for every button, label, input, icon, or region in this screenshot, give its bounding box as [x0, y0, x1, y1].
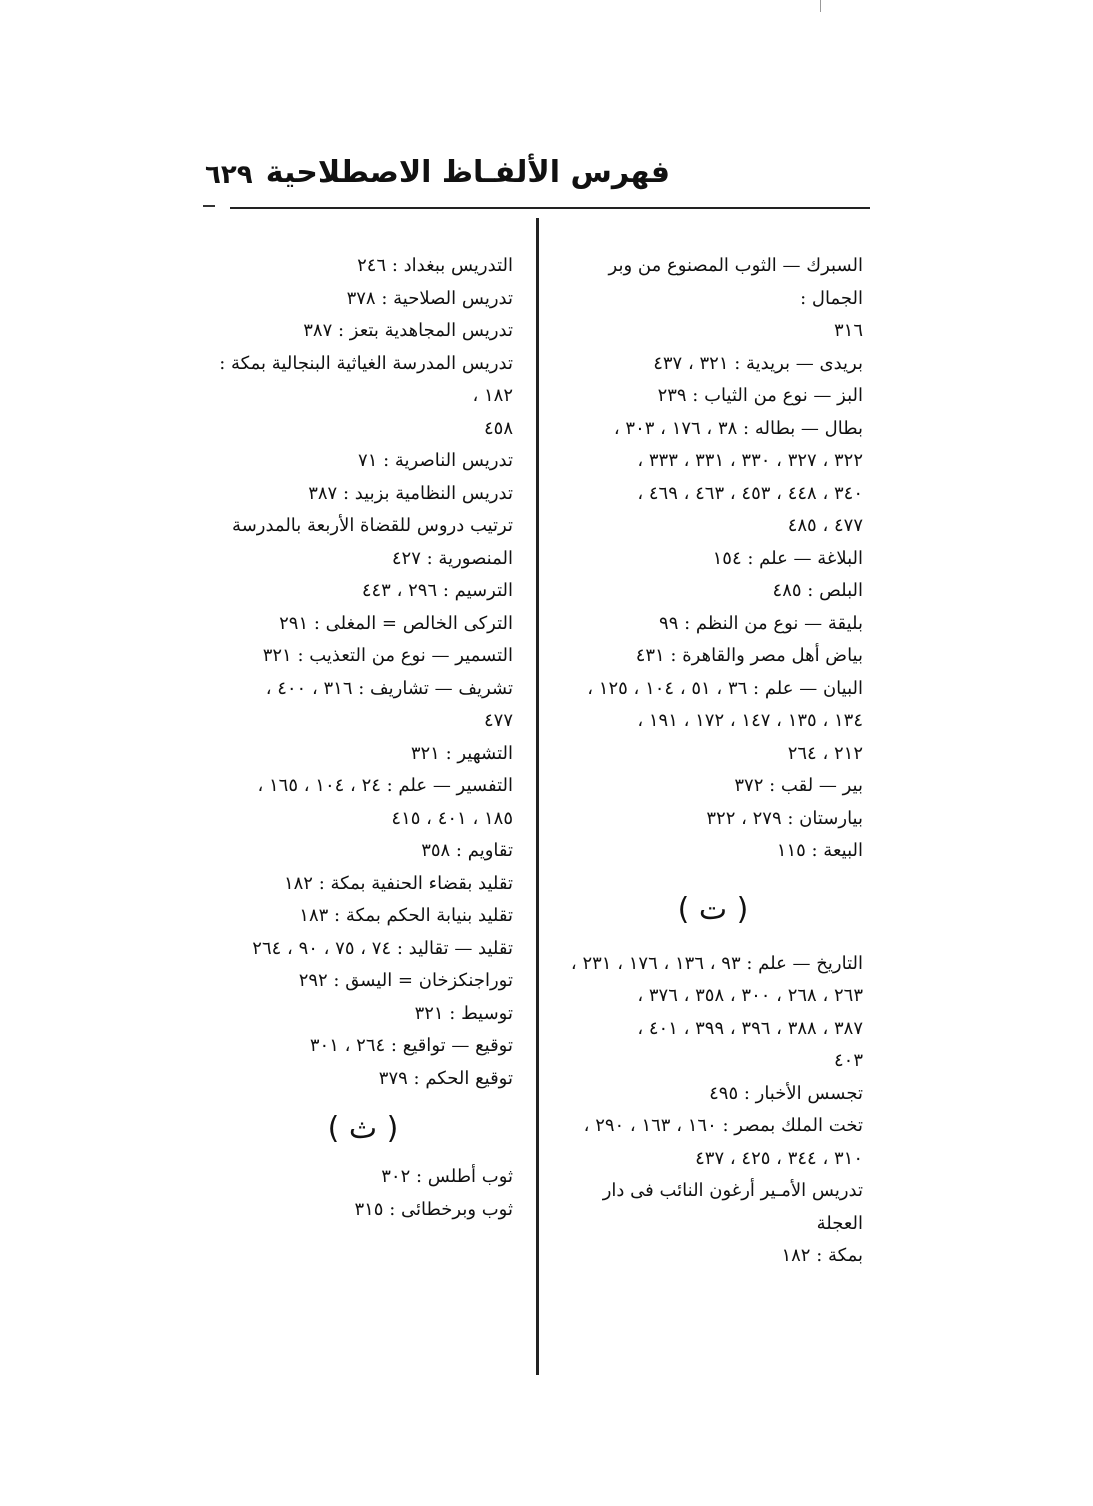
index-entry: ٣٢٢ ، ٣٢٧ ، ٣٣٠ ، ٣٣١ ، ٣٣٣ ،: [637, 450, 863, 471]
corner-mark: [203, 205, 215, 207]
index-entry: التركى الخالص = المغلى : ٢٩١: [279, 612, 513, 634]
index-entry: ١٨٥ ، ٤٠١ ، ٤١٥: [391, 807, 513, 829]
column-divider: [536, 218, 539, 1375]
left-column: [213, 250, 513, 1226]
index-entry: تقليد بقضاء الحنفية بمكة : ١٨٢: [283, 872, 513, 894]
index-entry: بمكة : ١٨٢: [781, 1245, 863, 1266]
left-entries-a: [213, 250, 513, 1095]
right-entries-b: [563, 948, 863, 1273]
index-entry: التاريخ — علم : ٩٣ ، ١٣٦ ، ١٧٦ ، ٢٣١ ،: [570, 952, 863, 974]
left-entries-b: [213, 1161, 513, 1226]
index-entry: تقاويم : ٣٥٨: [421, 840, 513, 861]
index-entry: ٣١٦: [833, 320, 863, 341]
section-letter-ta: ( ت ): [677, 891, 749, 927]
index-entry: تشريف — تشاريف : ٣١٦ ، ٤٠٠ ،: [265, 677, 513, 699]
index-entry: ١٣٤ ، ١٣٥ ، ١٤٧ ، ١٧٢ ، ١٩١ ،: [637, 710, 863, 731]
section-letter-tha: ( ث ): [327, 1111, 399, 1146]
index-entry: ٤٠٣: [833, 1050, 863, 1071]
index-entry: ٢٦٣ ، ٢٦٨ ، ٣٠٠ ، ٣٥٨ ، ٣٧٦ ،: [637, 985, 863, 1006]
index-entry: ٤٧٧: [483, 710, 513, 731]
index-entry: تجسس الأخبار : ٤٩٥: [709, 1082, 863, 1104]
scan-mark: [820, 0, 821, 12]
index-entry: البلاغة — علم : ١٥٤: [712, 547, 863, 569]
index-entry: تخت الملك بمصر : ١٦٠ ، ١٦٣ ، ٢٩٠ ،: [583, 1115, 863, 1136]
index-entry: تقليد — تقاليد : ٧٤ ، ٧٥ ، ٩٠ ، ٢٦٤: [252, 937, 513, 959]
index-entry: ٣٤٠ ، ٤٤٨ ، ٤٥٣ ، ٤٦٣ ، ٤٦٩ ،: [637, 482, 863, 504]
index-entry: التفسير — علم : ٢٤ ، ١٠٤ ، ١٦٥ ،: [257, 775, 513, 796]
index-entry: الترسيم : ٢٩٦ ، ٤٤٣: [361, 580, 513, 601]
index-entry: البيان — علم : ٣٦ ، ٥١ ، ١٠٤ ، ١٢٥ ،: [587, 677, 863, 699]
index-entry: ٣٨٧ ، ٣٨٨ ، ٣٩٦ ، ٣٩٩ ، ٤٠١ ،: [637, 1017, 863, 1039]
index-entry: بياض أهل مصر والقاهرة : ٤٣١: [635, 645, 863, 666]
index-entry: التسمير — نوع من التعذيب : ٣٢١: [262, 645, 513, 666]
index-entry: تدريس الناصرية : ٧١: [358, 450, 513, 471]
index-entry: ٤٥٨: [483, 417, 513, 439]
index-entry: تدريس الأمـير أرغون النائب فى دار العجلة: [602, 1180, 863, 1234]
index-entry: توقيع — تواقيع : ٢٦٤ ، ٣٠١: [309, 1035, 513, 1056]
index-entry: ثوب وبرخطائى : ٣١٥: [354, 1198, 513, 1220]
right-column: [563, 250, 863, 1273]
index-entry: البلص : ٤٨٥: [772, 580, 863, 601]
header-rule: [230, 207, 870, 209]
running-title: فهرس الألفـاظ الاصطلاحية: [265, 155, 670, 190]
index-entry: توقيع الحكم : ٣٧٩: [378, 1067, 513, 1089]
index-entry: البز — نوع من الثياب : ٢٣٩: [657, 385, 863, 406]
index-entry: المنصورية : ٤٢٧: [391, 547, 513, 569]
index-entry: السبرك — الثوب المصنوع من وبر الجمال :: [608, 255, 863, 309]
index-entry: توسيط : ٣٢١: [414, 1002, 513, 1024]
index-entry: بيارستان : ٢٧٩ ، ٣٢٢: [706, 807, 863, 829]
index-entry: توراجنكزخان = اليسق : ٢٩٢: [298, 970, 513, 991]
index-entry: بريدى — بريدية : ٣٢١ ، ٤٣٧: [653, 352, 863, 374]
index-entry: تدريس المجاهدية بتعز : ٣٨٧: [303, 320, 513, 341]
index-entry: تقليد بنيابة الحكم بمكة : ١٨٣: [299, 905, 513, 926]
index-entry: ترتيب دروس للقضاة الأربعة بالمدرسة: [232, 515, 513, 536]
index-entry: تدريس الصلاحية : ٣٧٨: [346, 287, 513, 309]
index-entry: تدريس النظامية بزبيد : ٣٨٧: [308, 482, 513, 504]
index-entry: بير — لقب : ٣٧٢: [734, 775, 863, 796]
index-entry: ٢١٢ ، ٢٦٤: [787, 742, 863, 764]
index-entry: البيعة : ١١٥: [776, 840, 863, 861]
index-entry: تدريس المدرسة الغياثية البنجالية بمكة : ١٨٢ ،: [219, 352, 513, 406]
index-entry: التشهير : ٣٢١: [410, 742, 513, 764]
index-entry: ٣١٠ ، ٣٤٤ ، ٤٢٥ ، ٤٣٧: [695, 1147, 863, 1169]
index-entry: بليقة — نوع من النظم : ٩٩: [659, 612, 863, 634]
right-entries-a: [563, 250, 863, 868]
index-entry: التدريس ببغداد : ٢٤٦: [357, 255, 513, 276]
page-number: ٦٢٩: [205, 160, 253, 190]
index-entry: بطال — بطاله : ٣٨ ، ١٧٦ ، ٣٠٣ ،: [613, 417, 863, 439]
index-entry: ٤٧٧ ، ٤٨٥: [787, 515, 863, 536]
index-entry: ثوب أطلس : ٣٠٢: [381, 1166, 513, 1187]
